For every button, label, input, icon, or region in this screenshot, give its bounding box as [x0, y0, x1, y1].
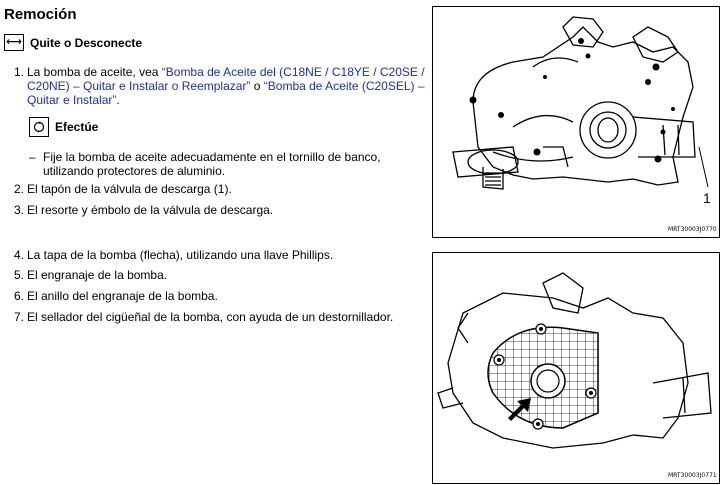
perform-header — [29, 117, 98, 137]
step-number: 6. — [14, 289, 25, 303]
oil-pump-link-c18ne[interactable]: “Bomba de Aceite del (C18NE / C18YE / C20SE / C20NE) – Quitar e Instalar o Reemplazar” — [27, 65, 425, 93]
step-text: La bomba de aceite, vea — [27, 65, 162, 79]
step-text: La tapa de la bomba (flecha), utilizando una llave Phillips. — [27, 248, 334, 262]
step-5 — [14, 268, 424, 282]
step-text: El tapón de la válvula de descarga (1). — [27, 182, 232, 196]
oil-pump-link-c20sel[interactable]: “Bomba de Aceite (C20SEL) – Quitar e Instalar” — [27, 79, 425, 107]
figure-oil-pump-relief-valve — [432, 6, 720, 238]
step-1 — [14, 65, 426, 109]
figure-oil-pump-cover — [432, 252, 720, 484]
step-text: El resorte y émbolo de la válvula de descarga. — [27, 203, 274, 217]
step-text: El engranaje de la bomba. — [27, 268, 168, 282]
page-title: Remoción — [4, 6, 77, 23]
step-number: 3. — [14, 203, 25, 217]
step-2 — [14, 182, 424, 196]
step-number: 7. — [14, 310, 25, 324]
step-3 — [14, 203, 424, 217]
section-label: Quite o Desconecte — [30, 35, 143, 50]
step-text: El sellador del cigüeñal de la bomba, con ayuda de un destornillador. — [27, 310, 394, 324]
step-text-suffix: . — [116, 93, 120, 107]
bullet-text: Fije la bomba de aceite adecuadamente en el tornillo de banco, utilizando protectores de aluminio. — [43, 150, 381, 178]
step-6 — [14, 289, 424, 303]
section-header-remove — [4, 34, 142, 51]
step-number: 1. — [14, 65, 25, 79]
step-4 — [14, 248, 424, 262]
oil-pump-illustration — [433, 7, 719, 237]
step-number: 4. — [14, 248, 25, 262]
figure-code: MRT30003J0770 — [668, 226, 717, 233]
perform-label: Efectúe — [55, 120, 99, 134]
bullet-dash: – — [29, 150, 36, 164]
arrows-icon: ⟷ — [4, 34, 24, 51]
step-text: El anillo del engranaje de la bomba. — [27, 289, 218, 303]
callout-1: 1 — [703, 190, 711, 206]
step-number: 5. — [14, 268, 25, 282]
step-7 — [14, 310, 424, 324]
cycle-arrows-icon — [29, 117, 49, 137]
bullet-item — [29, 150, 409, 180]
step-text-middle: o — [250, 79, 264, 93]
figure-code: MRT30003J0771 — [668, 472, 717, 479]
step-number: 2. — [14, 182, 25, 196]
oil-pump-cover-illustration — [433, 253, 719, 483]
